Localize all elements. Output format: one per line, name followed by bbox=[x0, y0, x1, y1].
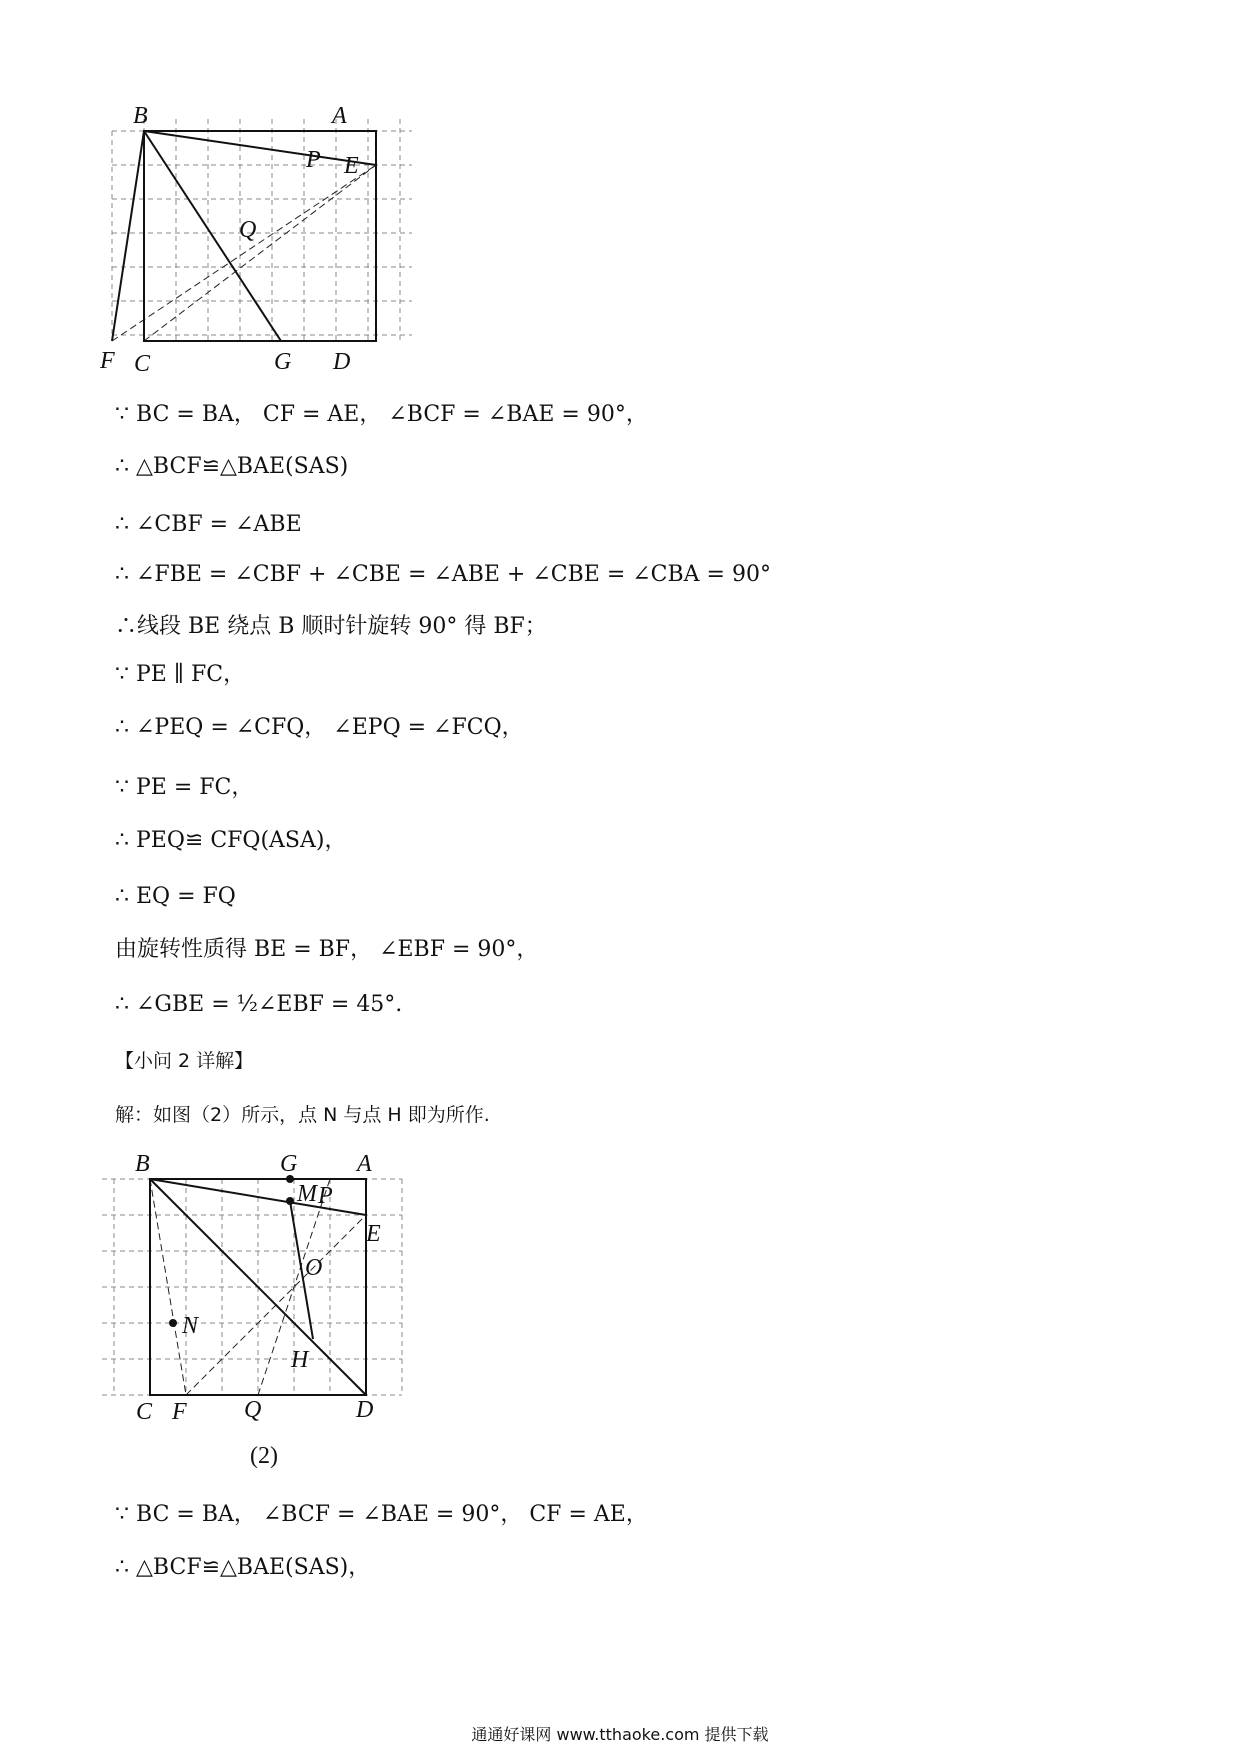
label-E: E bbox=[366, 1221, 381, 1247]
label-A: A bbox=[357, 1151, 372, 1177]
line-9: ∴ PEQ≌ CFQ(ASA)， bbox=[115, 828, 347, 853]
label-B: B bbox=[135, 1151, 150, 1177]
label-D: D bbox=[356, 1397, 374, 1423]
line-14: 解：如图（2）所示，点 N 与点 H 即为所作. bbox=[115, 1104, 490, 1126]
label-M: M bbox=[297, 1181, 317, 1207]
label-B: B bbox=[133, 103, 148, 129]
figure-2-diagram bbox=[100, 1143, 420, 1473]
line-1: ∵ BC = BA， CF = AE， ∠BCF = ∠BAE = 90°， bbox=[115, 402, 648, 427]
line-10: ∴ EQ = FQ bbox=[115, 884, 236, 909]
line-16: ∴ △BCF≌△BAE(SAS)， bbox=[115, 1555, 371, 1580]
line-7: ∴ ∠PEQ = ∠CFQ， ∠EPQ = ∠FCQ， bbox=[115, 715, 524, 740]
figure-caption: (2) bbox=[250, 1443, 278, 1469]
label-G: G bbox=[280, 1151, 298, 1177]
line-5: ∴线段 BE 绕点 B 顺时针旋转 90° 得 BF； bbox=[115, 614, 547, 639]
label-F: F bbox=[100, 348, 115, 374]
figure-2 bbox=[100, 1143, 420, 1473]
line-2: ∴ △BCF≌△BAE(SAS) bbox=[115, 454, 349, 479]
label-C: C bbox=[134, 351, 151, 377]
line-15: ∵ BC = BA， ∠BCF = ∠BAE = 90°， CF = AE， bbox=[115, 1502, 648, 1527]
section-heading: 【小问 2 详解】 bbox=[115, 1050, 254, 1072]
line-3: ∴ ∠CBF = ∠ABE bbox=[115, 512, 302, 537]
line-6: ∵ PE ∥ FC， bbox=[115, 662, 246, 687]
label-F: F bbox=[172, 1399, 187, 1425]
line-8: ∵ PE = FC， bbox=[115, 775, 254, 800]
label-H: H bbox=[291, 1347, 309, 1373]
label-P: P bbox=[306, 147, 321, 173]
label-E: E bbox=[344, 153, 359, 179]
line-12: ∴ ∠GBE = ½∠EBF = 45°. bbox=[115, 992, 403, 1017]
label-N: N bbox=[182, 1313, 199, 1339]
label-O: O bbox=[305, 1255, 323, 1281]
label-A: A bbox=[332, 103, 347, 129]
figure-1 bbox=[100, 95, 430, 380]
line-11: 由旋转性质得 BE = BF， ∠EBF = 90°， bbox=[115, 937, 539, 962]
line-4: ∴ ∠FBE = ∠CBF + ∠CBE = ∠ABE + ∠CBE = ∠CBA = 90° bbox=[115, 562, 771, 587]
label-Q: Q bbox=[244, 1397, 262, 1423]
label-C: C bbox=[136, 1399, 153, 1425]
label-Q: Q bbox=[239, 217, 257, 243]
label-D: D bbox=[333, 349, 351, 375]
label-P: P bbox=[318, 1183, 333, 1209]
label-G: G bbox=[274, 349, 292, 375]
figure-1-diagram bbox=[100, 95, 430, 380]
page-footer: 通通好课网 www.tthaoke.com 提供下载 bbox=[471, 1725, 769, 1744]
